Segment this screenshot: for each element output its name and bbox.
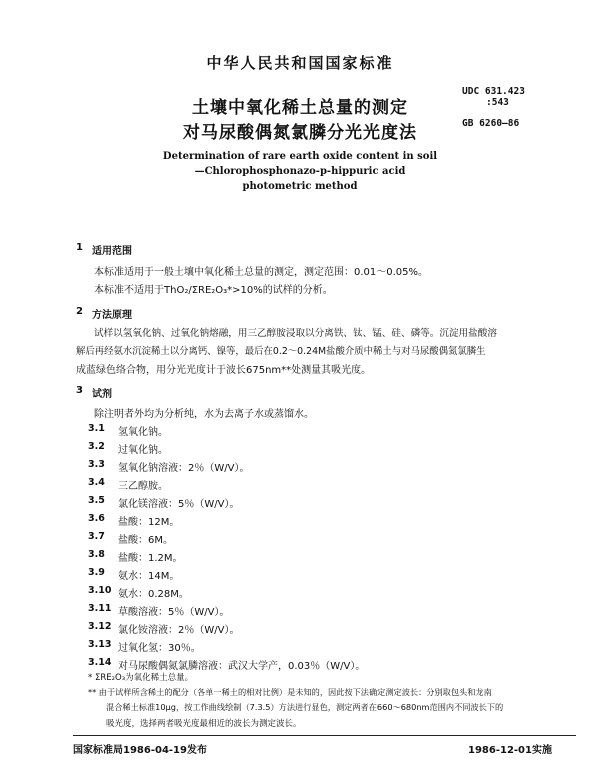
reagent-text: 草酸溶液：5％（W/V）。: [118, 607, 230, 618]
reagent-text: 盐酸：1.2M。: [118, 553, 183, 564]
gb-number: GB 6260—86: [462, 118, 520, 129]
reagent-number: 3.4: [88, 477, 105, 488]
section-1-number: 1: [76, 242, 83, 253]
section-2-line-2: 解后再经氨水沉淀稀土以分离钙、镍等，最后在0.2～0.24M盐酸介质中稀土与对马尿酸偶氮氯膦生: [76, 346, 486, 357]
section-2-line-1: 试样以氢氧化钠、过氧化钠熔融，用三乙醇胺浸取以分离铁、钛、锰、硅、磷等。沉淀用盐酸溶: [94, 328, 497, 339]
reagent-number: 3.13: [88, 639, 112, 650]
reagent-number: 3.11: [88, 603, 112, 614]
reagent-text: 过氧化氢：30％。: [118, 643, 201, 654]
footnote-2-line-2: 混合稀土标准10μg，按工作曲线绘制（7.3.5）方法进行显色，测定两者在660～680nm范围内不同波长下的: [106, 702, 504, 712]
reagent-text: 氢氧化钠溶液：2％（W/V）。: [118, 463, 250, 474]
reagent-number: 3.6: [88, 513, 105, 524]
reagent-text: 氯化铵溶液：2％（W/V）。: [118, 625, 240, 636]
reagent-text: 盐酸：6M。: [118, 535, 173, 546]
english-title-line-1: Determination of rare earth oxide content in soil: [162, 151, 438, 162]
udc-line-2: :543: [486, 97, 509, 108]
section-2-number: 2: [76, 306, 83, 317]
reagent-number: 3.8: [88, 549, 105, 560]
document-title-line-2: 对马尿酸偶氮氯膦分光光度法: [183, 123, 417, 143]
reagent-number: 3.9: [88, 567, 105, 578]
reagent-number: 3.10: [88, 585, 112, 596]
section-3-title: 试剂: [92, 389, 112, 400]
reagent-text: 三乙醇胺。: [118, 481, 168, 492]
reagent-text: 氢氧化钠。: [118, 427, 168, 438]
reagent-text: 对马尿酸偶氮氯膦溶液：武汉大学产，0.03％（W/V）。: [118, 661, 366, 672]
reagent-number: 3.2: [88, 441, 105, 452]
section-1-paragraph-2: 本标准不适用于ThO₂/ΣRE₂O₃*>10%的试样的分析。: [94, 285, 333, 296]
reagent-text: 氨水：14M。: [118, 571, 180, 582]
document-title-line-1: 土壤中氧化稀土总量的测定: [192, 98, 408, 118]
footnote-2-line-3: 吸光度，选择两者吸光度最相近的波长为测定波长。: [106, 719, 302, 729]
section-3-intro: 除注明者外均为分析纯，水为去离子水或蒸馏水。: [94, 409, 314, 420]
reagent-number: 3.3: [88, 459, 105, 470]
footnote-1: * ΣRE₂O₃为氧化稀土总量。: [88, 673, 194, 683]
effective-date: 1986-12-01实施: [468, 745, 552, 756]
english-title-line-2: —Chlorophosphonazo-p-hippuric acid: [194, 166, 406, 177]
section-1-paragraph-1: 本标准适用于一般土壤中氧化稀土总量的测定，测定范围：0.01～0.05%。: [94, 267, 429, 278]
issue-date: 国家标准局1986-04-19发布: [73, 745, 207, 756]
reagent-text: 氯化镁溶液：5％（W/V）。: [118, 499, 240, 510]
footnote-2-line-1: ** 由于试样所含稀土的配分（各单一稀土的相对比例）是未知的，因此按下法确定测定波长：分别取包头和龙南: [88, 687, 492, 697]
udc-line-1: UDC 631.423: [462, 86, 525, 97]
section-2-line-3: 成蓝绿色络合物，用分光光度计于波长675nm**处测量其吸光度。: [76, 365, 372, 376]
reagent-number: 3.7: [88, 531, 105, 542]
reagent-number: 3.14: [88, 657, 112, 668]
section-3-number: 3: [76, 385, 83, 396]
reagent-number: 3.1: [88, 423, 105, 434]
reagent-number: 3.5: [88, 495, 105, 506]
reagent-text: 氨水：0.28M。: [118, 589, 189, 600]
reagent-text: 过氧化钠。: [118, 445, 168, 456]
national-standard-heading: 中华人民共和国国家标准: [206, 54, 394, 72]
section-1-title: 适用范围: [92, 246, 132, 257]
reagent-text: 盐酸：12M。: [118, 517, 180, 528]
section-2-title: 方法原理: [92, 310, 132, 321]
footer-rule: [73, 735, 576, 736]
english-title-line-3: photometric method: [242, 181, 358, 192]
udc-code: [462, 86, 525, 108]
reagent-number: 3.12: [88, 621, 112, 632]
